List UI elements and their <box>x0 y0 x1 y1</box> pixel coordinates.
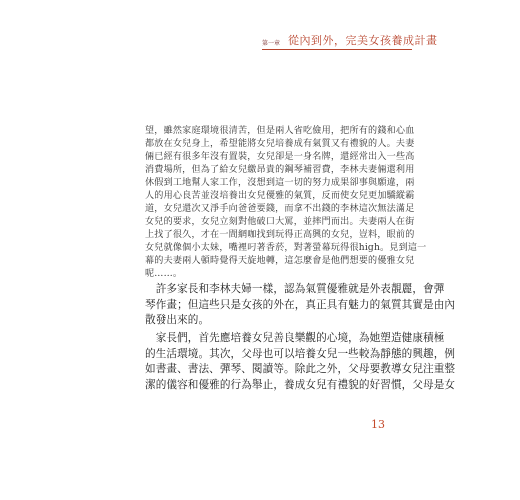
running-header <box>262 32 438 54</box>
anecdote-line: 消費場所，但為了給女兒繳昂貴的鋼琴補習費，李林夫妻倆還利用 <box>145 165 415 175</box>
anecdote-block <box>145 125 427 281</box>
anecdote-line: 幕的夫妻兩人頓時覺得天旋地轉，這怎麼會是他們想要的優雅女兒 <box>145 256 415 266</box>
anecdote-line: 休假到工地幫人家工作，沒想到這一切的努力成果卻事與願違，兩 <box>145 178 415 188</box>
paragraph-line: 散發出來的。 <box>145 314 210 327</box>
paragraph-line: 的生活環境。其次，父母也可以培養女兒一些較為靜態的興趣，例 <box>145 347 456 360</box>
anecdote-line: 倆已經有很多年沒有置裝，女兒卻是一身名牌，還經常出入一些高 <box>145 152 415 162</box>
chapter-title: 從內到外，完美女孩養成計畫 <box>288 34 438 47</box>
anecdote-line: 都放在女兒身上，希望能將女兒培養成有氣質又有禮貌的人。夫妻 <box>145 139 415 149</box>
body-paragraph-2 <box>145 331 456 393</box>
paragraph-line: 潔的儀容和優雅的行為舉止，養成女兒有禮貌的好習慣，父母是女 <box>145 378 456 391</box>
chapter-mark: 第一章 <box>262 40 281 47</box>
anecdote-line: 女兒就像個小太妹，嘴裡叼著香菸，對著螢幕玩得很high。見到這一 <box>145 243 427 253</box>
paragraph-line: 許多家長和李林夫婦一樣，認為氣質優雅就是外表靚麗，會彈 <box>145 283 445 295</box>
anecdote-line: 女兒的要求，女兒立刻對他破口大罵，並摔門而出。夫妻兩人在街 <box>145 217 415 227</box>
page-number: 13 <box>371 418 385 431</box>
paragraph-line: 琴作畫；但這些只是女孩的外在，真正具有魅力的氣質其實是由內 <box>145 298 456 311</box>
anecdote-line: 人的用心良苦並沒培養出女兒優雅的氣質，反而使女兒更加驕縱霸 <box>145 191 415 201</box>
paragraph-line: 如書畫、書法、彈琴、閱讀等。除此之外，父母要教導女兒注重整 <box>145 363 456 376</box>
anecdote-line: 呢……。 <box>145 269 183 279</box>
anecdote-line: 道，女兒還次又淨手向爸爸要錢，而拿不出錢的李林這次無法滿足 <box>145 204 415 214</box>
header-rule <box>262 49 412 50</box>
paragraph-line: 家長們，首先應培養女兒善良樂觀的心境，為她塑造健康積極 <box>145 332 445 344</box>
anecdote-line: 望，雖然家庭環境很清苦，但是兩人省吃儉用，把所有的錢和心血 <box>145 126 415 136</box>
anecdote-line: 上找了很久，才在一間網咖找到玩得正高興的女兒，豈料，眼前的 <box>145 230 415 240</box>
body-paragraph-1 <box>145 282 456 329</box>
